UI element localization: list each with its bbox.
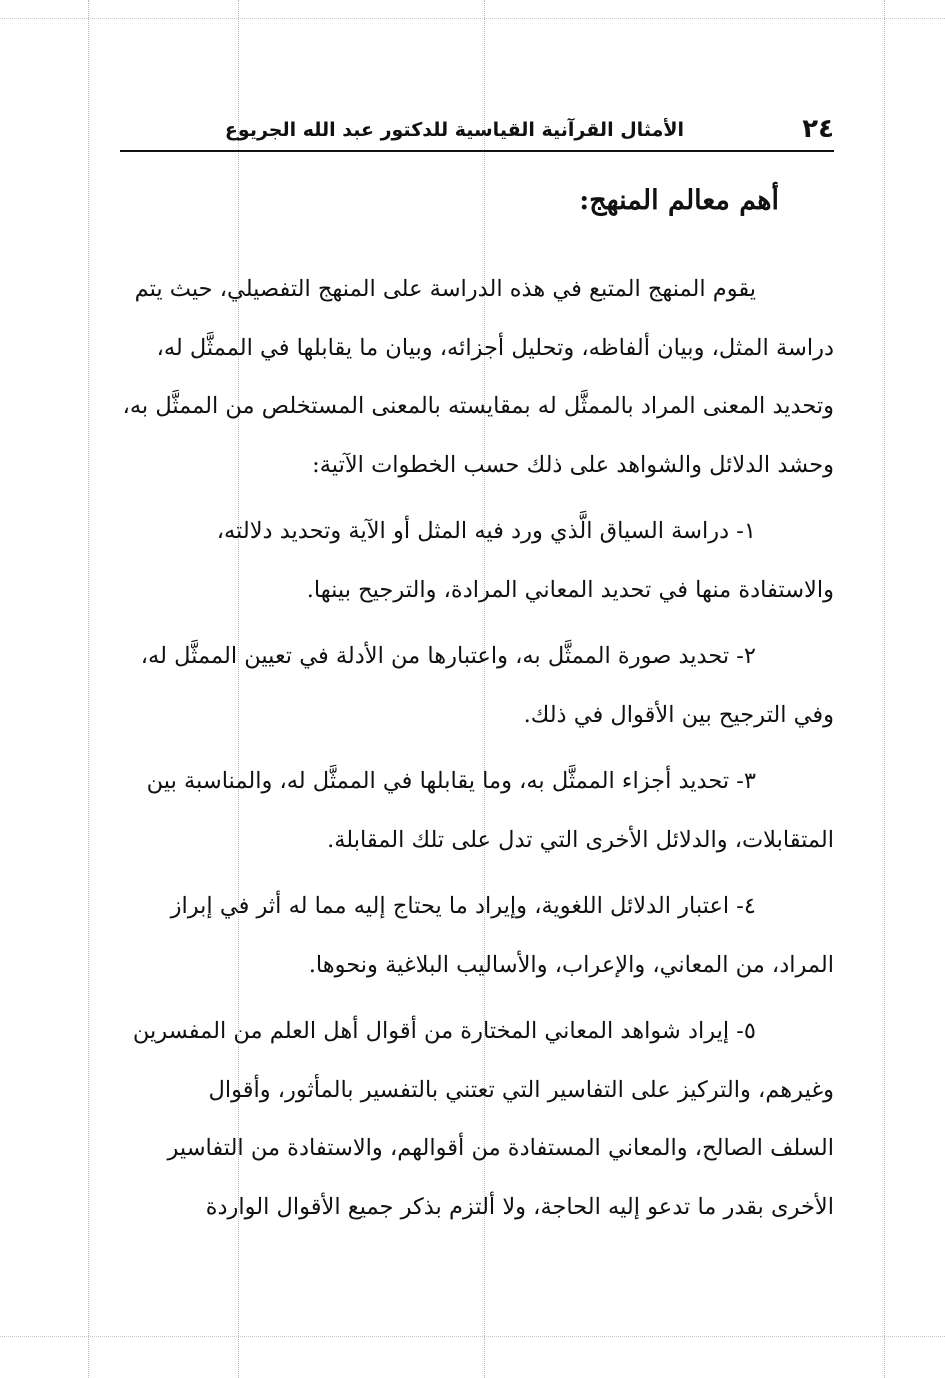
text-line: وتحديد المعنى المراد بالممثَّل له بمقايسته بالمعنى المستخلص من الممثَّل به،: [122, 393, 834, 419]
text-line: ٣- تحديد أجزاء الممثَّل به، وما يقابلها في الممثَّل له، والمناسبة بين: [146, 768, 756, 794]
scan-guide-line: [88, 0, 89, 1378]
paragraph-step-4: [120, 877, 834, 994]
paragraph-intro: [120, 260, 834, 494]
text-line: ٥- إيراد شواهد المعاني المختارة من أقوال أهل العلم من المفسرين: [132, 1018, 756, 1044]
body-text: [120, 260, 834, 1236]
paragraph-step-3: [120, 752, 834, 869]
paragraph-step-1: [120, 502, 834, 619]
text-line: الأخرى بقدر ما تدعو إليه الحاجة، ولا ألتزم بذكر جميع الأقوال الواردة: [205, 1193, 834, 1220]
text-line: المراد، من المعاني، والإعراب، والأساليب البلاغية ونحوها.: [308, 951, 834, 978]
paragraph-step-2: [120, 627, 834, 744]
header-rule: [120, 150, 834, 152]
text-line: ٢- تحديد صورة الممثَّل به، واعتبارها من الأدلة في تعيين الممثَّل له،: [140, 643, 756, 669]
section-heading: أهم معالم المنهج:: [579, 185, 779, 216]
text-line: المتقابلات، والدلائل الأخرى التي تدل على تلك المقابلة.: [327, 826, 834, 853]
text-line: وحشد الدلائل والشواهد على ذلك حسب الخطوات الآتية:: [312, 451, 834, 478]
paragraph-step-5: [120, 1002, 834, 1236]
scan-guide-line: [884, 0, 885, 1378]
text-line: يقوم المنهج المتبع في هذه الدراسة على المنهج التفصيلي، حيث يتم: [134, 276, 756, 302]
text-line: ٤- اعتبار الدلائل اللغوية، وإيراد ما يحتاج إليه مما له أثر في إبراز: [170, 893, 756, 919]
text-line: وفي الترجيح بين الأقوال في ذلك.: [523, 701, 834, 728]
page-header: [120, 112, 834, 152]
page-number: ٢٤: [802, 114, 834, 144]
running-title: الأمثال القرآنية القياسية للدكتور عبد الله الجريوع: [224, 119, 684, 141]
text-line: والاستفادة منها في تحديد المعاني المرادة، والترجيح بينها.: [306, 576, 834, 603]
text-line: ١- دراسة السياق الَّذي ورد فيه المثل أو الآية وتحديد دلالته،: [216, 518, 756, 544]
text-line: وغيرهم، والتركيز على التفاسير التي تعتني بالتفسير بالمأثور، وأقوال: [208, 1076, 834, 1103]
text-line: دراسة المثل، وبيان ألفاظه، وتحليل أجزائه، وبيان ما يقابلها في الممثَّل له،: [156, 334, 834, 361]
scan-guide-line: [0, 18, 945, 19]
scan-guide-line: [0, 1336, 945, 1337]
text-line: السلف الصالح، والمعاني المستفادة من أقوالهم، والاستفادة من التفاسير: [167, 1135, 834, 1161]
